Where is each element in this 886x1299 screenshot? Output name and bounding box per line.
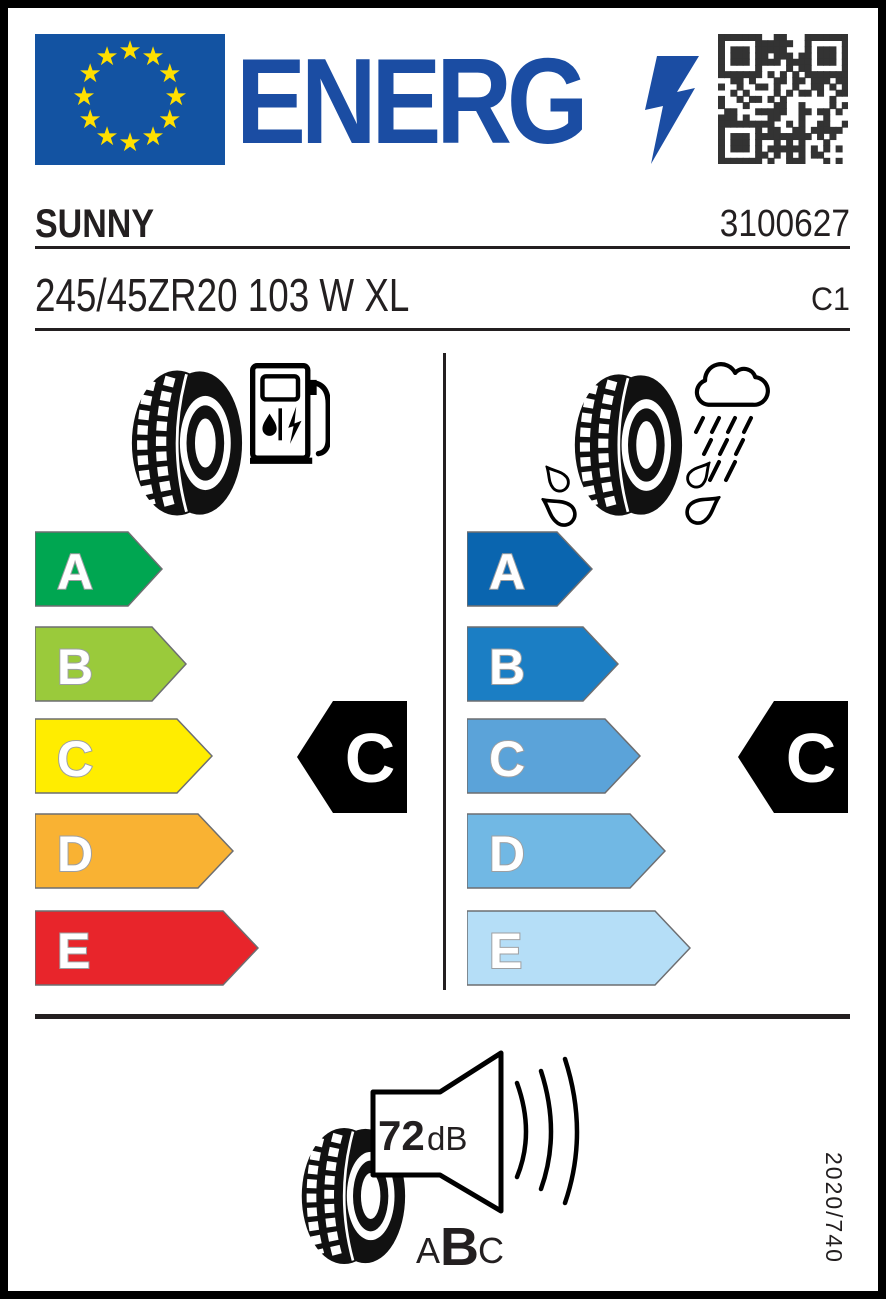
grade-letter: C [57, 731, 94, 787]
flag-star-icon: ★ [158, 58, 182, 88]
flag-star-icon: ★ [164, 81, 188, 111]
flag-star-icon: ★ [78, 58, 102, 88]
splash-drop-icon [683, 489, 725, 527]
energ-logo-text: ENERG [236, 33, 584, 169]
flag-star-icon: ★ [78, 104, 102, 134]
article-number: 3100627 [719, 203, 850, 245]
flag-star-icon: ★ [95, 41, 119, 72]
grade-letter: E [489, 923, 523, 979]
fuel-pump-icon [250, 366, 328, 461]
wet-grade-d [467, 813, 666, 889]
grade-letter: D [57, 826, 94, 882]
tire-icon [132, 370, 242, 515]
wet-grade-e [467, 910, 691, 986]
wet-grade-b [467, 626, 619, 702]
flag-star-icon: ★ [95, 120, 119, 151]
tyre-class: C1 [811, 281, 850, 317]
flag-star-icon: ★ [72, 81, 96, 111]
wet-rating-arrow [737, 700, 849, 814]
wet-grip-icon [535, 350, 790, 535]
wet-rating-letter: C [785, 719, 837, 797]
tyre-designation: 245/45ZR20 103 W XL [35, 269, 410, 321]
sound-waves-icon [517, 1059, 577, 1203]
grade-letter: A [489, 544, 526, 600]
fuel-grade-d [35, 813, 234, 889]
divider-line-bottom [35, 1014, 850, 1019]
flag-star-icon: ★ [141, 41, 165, 72]
noise-value: 72 [378, 1112, 425, 1159]
lightning-bolt-icon [645, 56, 701, 166]
noise-class-c: C [478, 1230, 504, 1271]
flag-star-icon: ★ [141, 120, 165, 151]
divider-line-top [35, 246, 850, 249]
fuel-grade-e [35, 910, 259, 986]
fuel-grade-a [35, 531, 163, 607]
rain-cloud-icon [697, 364, 768, 405]
fuel-grade-c [35, 718, 213, 794]
splash-drop-icon [541, 462, 572, 495]
splash-drop-icon [538, 491, 580, 529]
fuel-grade-b [35, 626, 187, 702]
fuel-rating-letter: C [344, 719, 396, 797]
divider-line-middle [35, 328, 850, 331]
flag-star-icon: ★ [118, 127, 142, 157]
wet-grade-c [467, 718, 641, 794]
noise-class-a: A [416, 1230, 441, 1271]
noise-unit: dB [427, 1120, 468, 1157]
fuel-rating-arrow [296, 700, 408, 814]
grade-letter: E [57, 923, 91, 979]
center-divider [443, 353, 446, 990]
grade-letter: C [489, 731, 526, 787]
noise-section [290, 1045, 610, 1290]
fuel-efficiency-icon [118, 352, 333, 527]
grade-letter: B [489, 639, 526, 695]
wet-grade-a [467, 531, 593, 607]
flag-star-icon: ★ [158, 104, 182, 134]
noise-class-b: B [440, 1217, 479, 1277]
grade-letter: D [489, 826, 526, 882]
regulation-number: 2020/740 [821, 1152, 847, 1264]
tire-icon [575, 374, 682, 515]
flag-star-icon: ★ [118, 35, 142, 65]
qr-code [718, 34, 848, 164]
supplier-name: SUNNY [35, 202, 155, 246]
grade-letter: A [57, 544, 94, 600]
grade-letter: B [57, 639, 94, 695]
eu-flag [35, 34, 225, 165]
